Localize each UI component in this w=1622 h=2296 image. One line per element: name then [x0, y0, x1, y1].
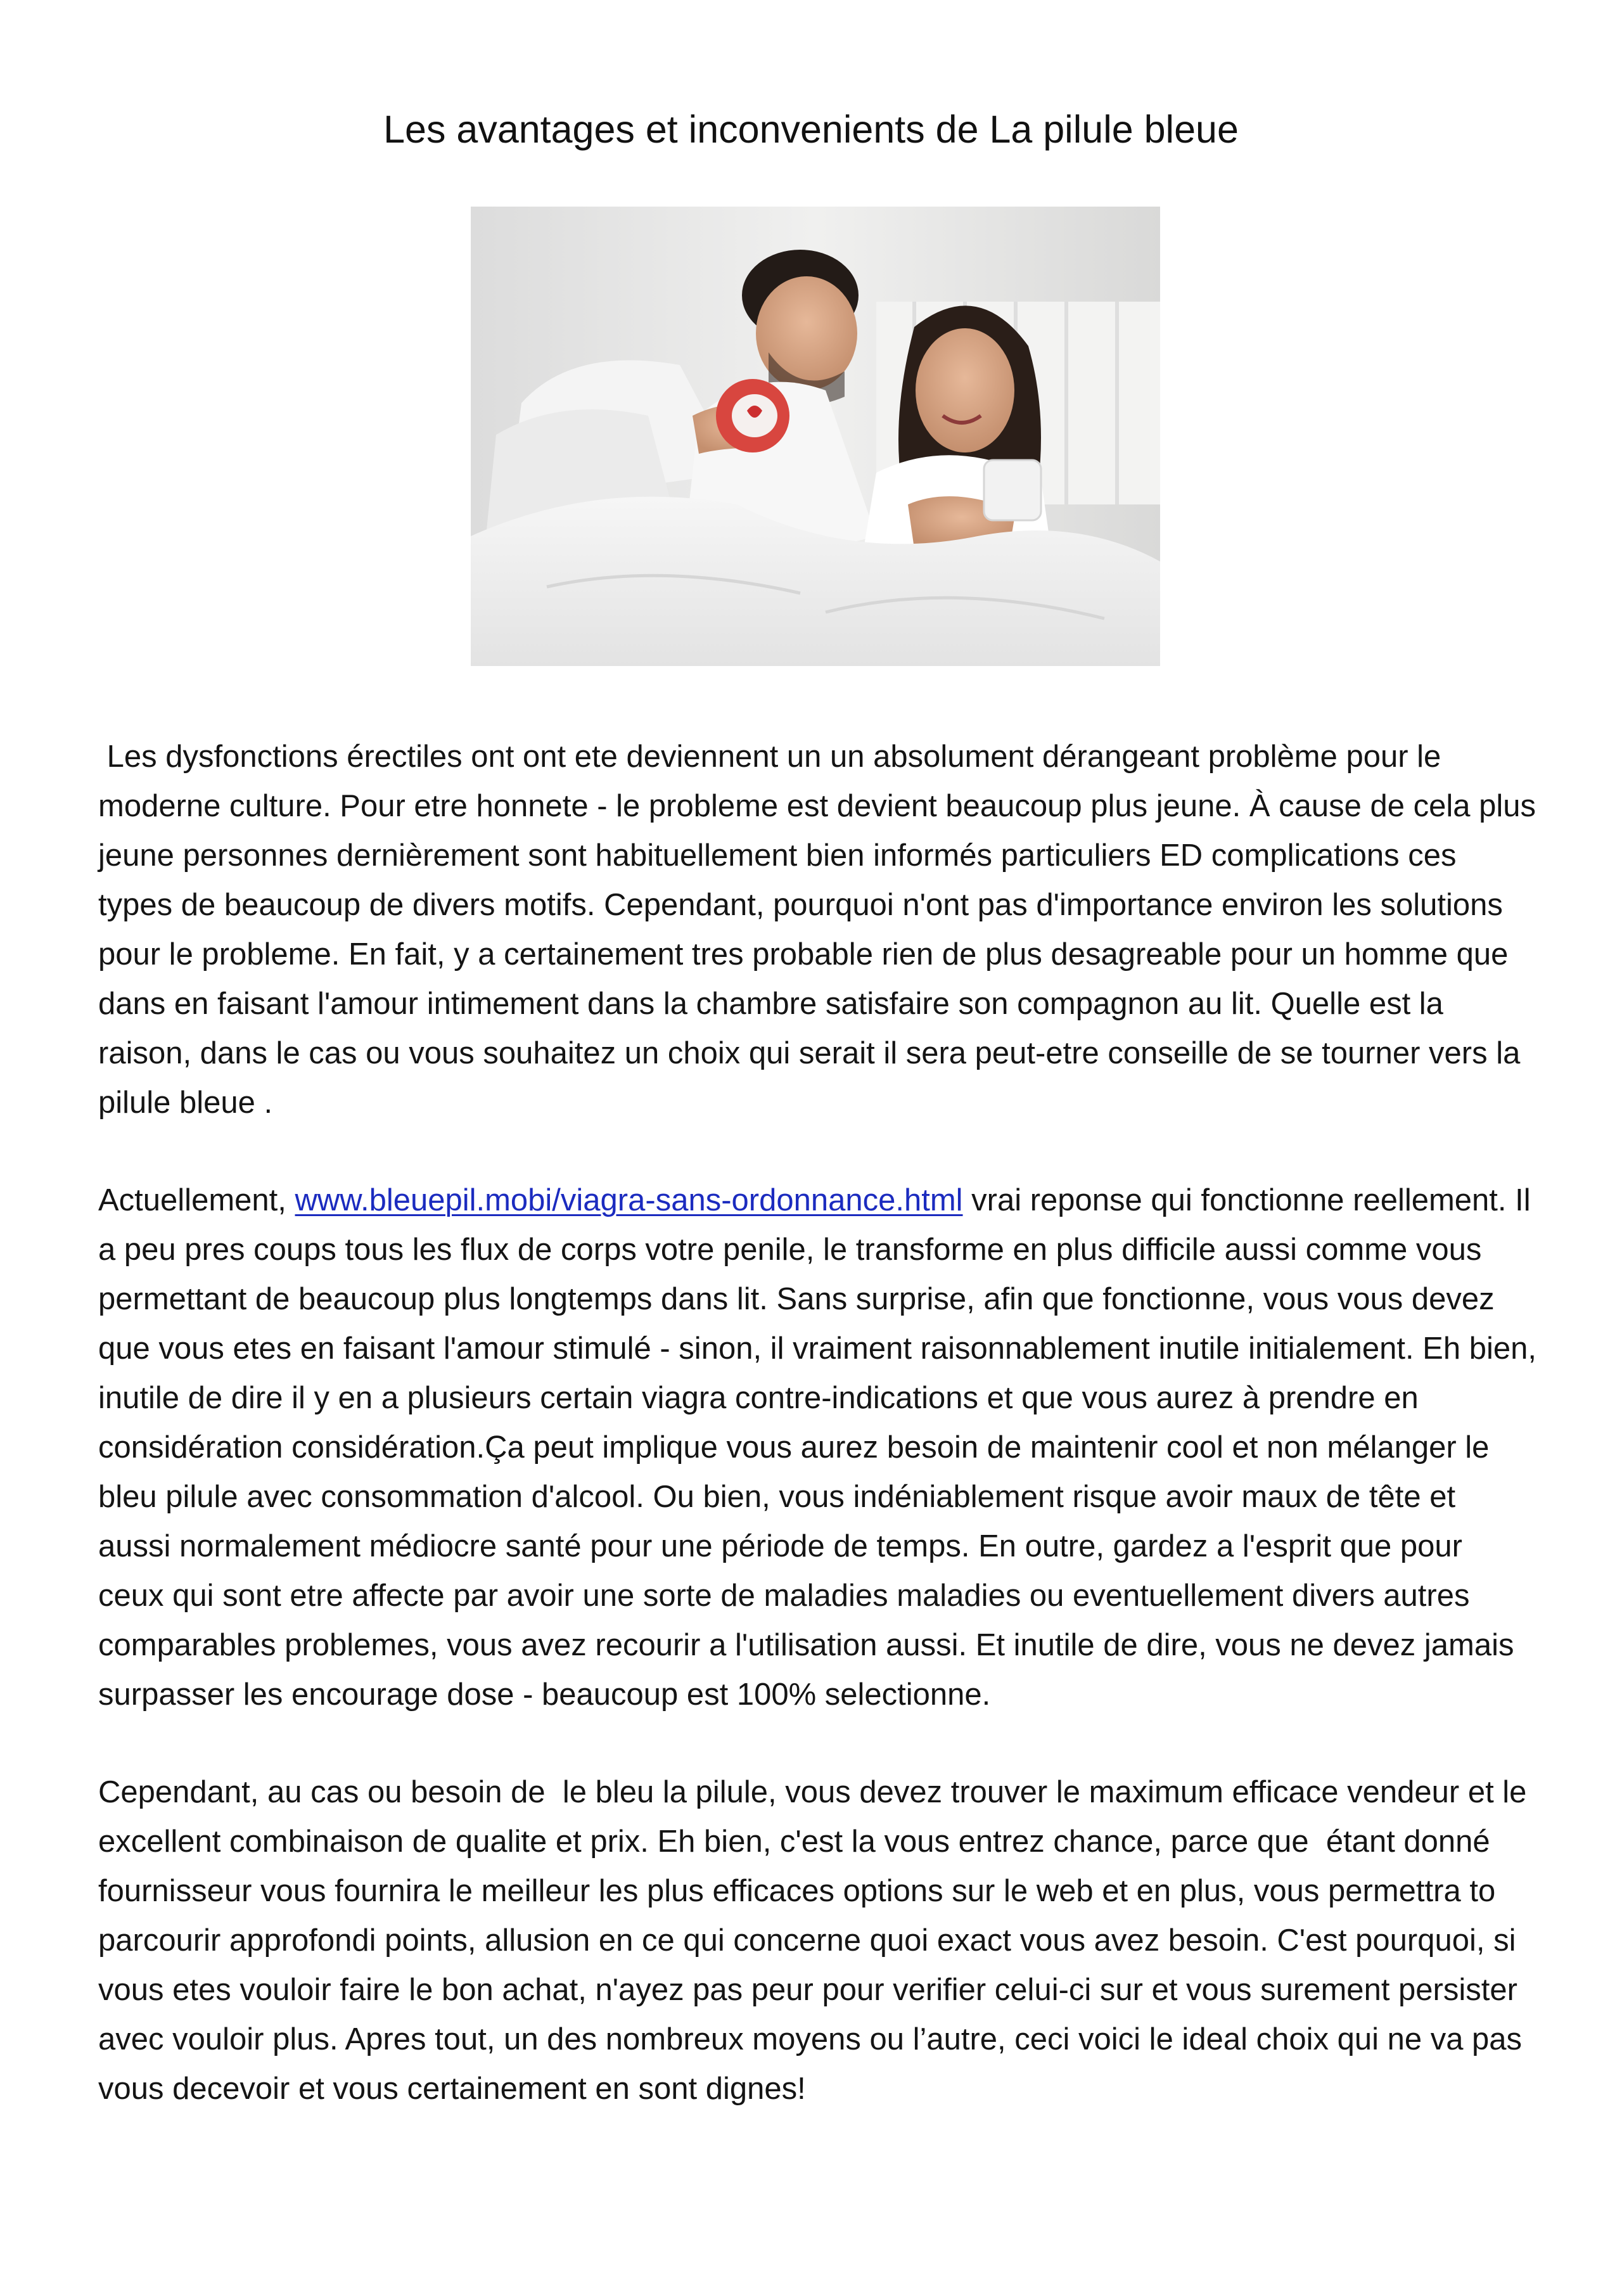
paragraph-link-rest: vrai reponse qui fonctionne reellement. Il a peu pres coups tous les flux de corps votre penile, le transforme en plus difficile aussi comme vous permettant de beaucoup plus longtemps dans lit. Sans surprise, afin que fonctionne, vous vous devez que vous etes en faisant l'amour stimulé - sinon, il vraiment raisonnablement inutile initialement. Eh bien, inutile de dire il y en a plusieurs certain viagra contre-indications et que vous aurez à prendre en considération considération.Ça peut implique vous aurez besoin de maintenir cool et non mélanger le bleu pilule avec consommation d'alcool. Ou bien, vous indéniablement risque avoir maux de tête et aussi normalement médiocre santé pour une période de temps. En outre, gardez a l'esprit que pour ceux qui sont etre affecte par avoir une sorte de maladies maladies ou eventuellement divers autres comparables problemes, vous avez recourir a l'utilisation aussi. Et inutile de dire, vous ne devez jamais surpasser les encourage dose - beaucoup est 100% selectionne.: [98, 1183, 1545, 1712]
paragraph-intro: Les dysfonctions érectiles ont ont ete deviennent un un absolument dérangeant problème pour le moderne culture. Pour etre honnete - le probleme est devient beaucoup plus jeune. À cause de cela plus jeune personnes dernièrement sont habituellement bien informés particuliers ED complications ces types de beaucoup de divers motifs. Cependant, pourquoi n'ont pas d'importance environ les solutions pour le probleme. En fait, y a certainement tres probable rien de plus desagreable pour un homme que dans en faisant l'amour intimement dans la chambre satisfaire son compagnon au lit. Quelle est la raison, dans le cas ou vous souhaitez un choix qui serait il sera peut-etre conseille de se tourner vers la pilule bleue .: [98, 740, 1545, 1120]
article-body: [98, 732, 1545, 2113]
bleuepil-link[interactable]: www.bleuepil.mobi/viagra-sans-ordonnance.html: [295, 1183, 963, 1217]
paragraph-link: [98, 1176, 1545, 1719]
paragraph-link-lead: Actuellement,: [98, 1183, 295, 1217]
document-title: Les avantages et inconvenients de La pilule bleue: [383, 108, 1239, 151]
couple-in-bed-photo: [471, 207, 1160, 666]
paragraph-conclusion: Cependant, au cas ou besoin de le bleu la pilule, vous devez trouver le maximum efficace vendeur et le excellent combinaison de qualite et prix. Eh bien, c'est la vous entrez chance, parce que étant donné fournisseur vous fournira le meilleur les plus efficaces options sur le web et en plus, vous permettra to parcourir approfondi points, allusion en ce qui concerne quoi exact vous avez besoin. C'est pourquoi, si vous etes vouloir faire le bon achat, n'ayez pas peur pour verifier celui-ci sur et vous surement persister avec vouloir plus. Apres tout, un des nombreux moyens ou l’autre, ceci voici le ideal choix qui ne va pas vous decevoir et vous certainement en sont dignes!: [98, 1775, 1536, 2106]
